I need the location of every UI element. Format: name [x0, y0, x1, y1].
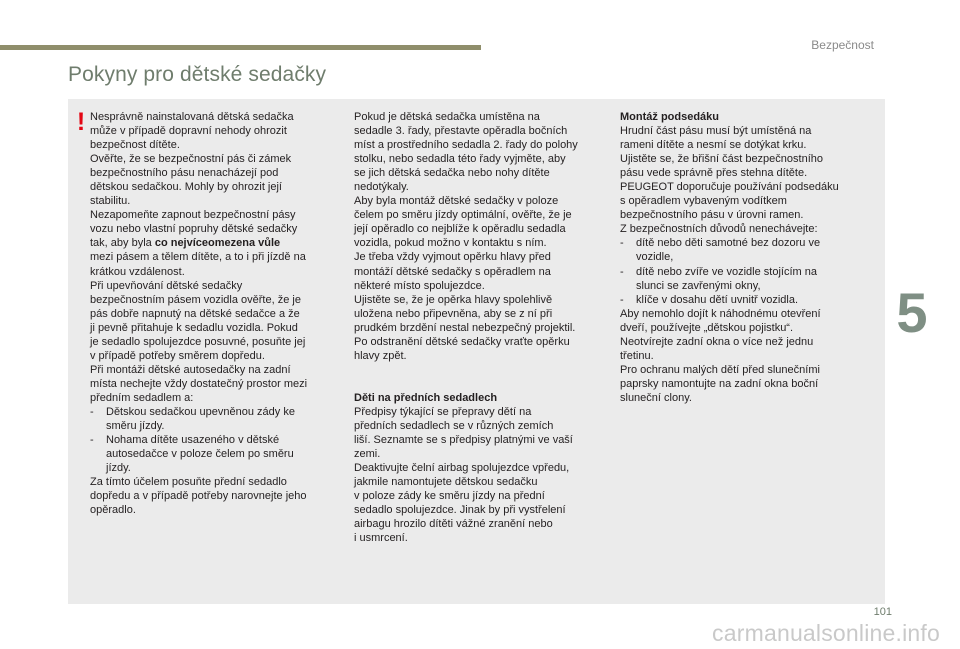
text-line: Deaktivujte čelní airbag spolujezdce vpředu,	[354, 462, 570, 475]
text-line: se jich dětská sedačka nebo nohy dítěte	[354, 167, 550, 180]
text-line: Nezapomeňte zapnout bezpečnostní pásy	[90, 209, 296, 222]
list-item	[620, 265, 864, 279]
text-line: krátkou vzdálenost.	[90, 265, 185, 278]
list-item-cont	[90, 419, 338, 433]
text-line: rameni dítěte a nesmí se dotýkat krku.	[620, 139, 807, 152]
column-right	[620, 110, 864, 405]
text-line: Ujistěte se, že je opěrka hlavy spolehlivě	[354, 293, 553, 306]
text-line	[90, 236, 338, 250]
list-item	[90, 405, 338, 419]
watermark: carmanualsonline.info	[712, 620, 940, 646]
text-line: místa nechejte vždy dostatečný prostor mezi	[90, 377, 308, 390]
text-line: Za tímto účelem posuňte přední sedadlo	[90, 476, 287, 489]
text-line: i usmrcení.	[354, 532, 408, 545]
list-item	[620, 236, 864, 250]
text-line: Při montáži dětské autosedačky na zadní	[90, 363, 291, 376]
list-dash: -	[620, 293, 624, 306]
section-heading	[620, 110, 864, 124]
list-dash: -	[90, 434, 94, 447]
warning-icon: !	[76, 108, 86, 136]
text-line: sedadlo spolujezdce. Jinak by při vystřelení	[354, 504, 566, 517]
text-line: PEUGEOT doporučuje používání podsedáku	[620, 181, 839, 194]
text-line: uložena nebo připevněna, aby se z ní při	[354, 307, 553, 320]
list-item-cont	[90, 447, 338, 461]
text-line: Aby byla montáž dětské sedačky v poloze	[354, 195, 559, 208]
text-line: sedadle 3. řady, přestavte opěradla bočních	[354, 125, 568, 138]
list-item-text: dítě nebo děti samotné bez dozoru ve	[636, 237, 821, 250]
text-line: třetinu.	[620, 349, 654, 362]
text-line: s opěradlem vybaveným vodítkem	[620, 195, 787, 208]
text-line: dopředu a v případě potřeby narovnejte jeho	[90, 490, 307, 503]
list-item-text: slunci se zavřenými okny,	[636, 279, 761, 292]
text-line: Nesprávně nainstalovaná dětská sedačka	[90, 111, 294, 123]
text-line: sluneční clony.	[620, 391, 692, 404]
text-line: čelem po směru jízdy optimální, ověřte, že je	[354, 209, 572, 222]
list-item-cont	[90, 461, 338, 475]
text-segment: tak, aby byla	[90, 237, 155, 250]
list-item-text: Nohama dítěte usazeného v dětské	[106, 434, 280, 447]
section-heading-text: Děti na předních sedadlech	[354, 391, 498, 404]
text-line: airbagu hrozilo dítěti vážné zranění nebo	[354, 518, 553, 531]
text-line: Neotvírejte zadní okna o více než jednu	[620, 335, 814, 348]
text-line: bezpečnostního pásu nenacházejí pod	[90, 167, 279, 180]
page-title: Pokyny pro dětské sedačky	[68, 63, 327, 86]
text-line: vozu nebo vlastní popruhy dětské sedačky	[90, 223, 298, 236]
text-line: Z bezpečnostních důvodů nenechávejte:	[620, 223, 818, 236]
text-line: prudkém brzdění nestal nebezpečný projektil.	[354, 321, 576, 334]
text-line: paprsky namontujte na zadní okna boční	[620, 377, 819, 390]
text-line: pás dobře napnutý na dětské sedačce a že	[90, 307, 300, 320]
section-heading-text: Montáž podsedáku	[620, 111, 720, 123]
list-item-cont	[620, 250, 864, 264]
text-line: stabilitu.	[90, 195, 131, 208]
list-item-text: směru jízdy.	[106, 420, 165, 433]
text-line: pásu vede správně přes stehna dítěte.	[620, 167, 808, 180]
text-line: liší. Seznamte se s předpisy platnými ve vaší	[354, 433, 573, 446]
text-line: opěradlo.	[90, 504, 136, 517]
text-line: Ujistěte se, že břišní část bezpečnostního	[620, 153, 823, 166]
list-item-text: autosedačce v poloze čelem po směru	[106, 448, 294, 461]
text-line: může v případě dopravní nehody ohrozit	[90, 125, 287, 138]
text-line: bezpečnost dítěte.	[90, 139, 180, 152]
column-warning	[90, 110, 338, 517]
text-line: Pro ochranu malých dětí před slunečními	[620, 363, 820, 376]
list-item-text: dítě nebo zvíře ve vozidle stojícím na	[636, 265, 817, 278]
emphasis-text: co nejvíceomezena vůle	[154, 237, 281, 250]
list-item-text: jízdy.	[106, 462, 131, 475]
list-dash: -	[620, 237, 624, 250]
list-item-text: Dětskou sedačkou upevněnou zády ke	[106, 405, 295, 418]
list-item	[90, 433, 338, 447]
column-middle	[354, 110, 600, 545]
text-line: Je třeba vždy vyjmout opěrku hlavy před	[354, 251, 551, 264]
text-line: hlavy zpět.	[354, 349, 407, 362]
list-dash: -	[620, 265, 624, 278]
text-line: bezpečnostním pásem vozidla ověřte, že je	[90, 293, 301, 306]
text-line: předním sedadlem a:	[90, 391, 194, 404]
text-line: míst a prostředního sedadla 2. řady do polohy	[354, 139, 578, 152]
text-line: v případě potřeby směrem dopředu.	[90, 349, 265, 362]
text-line: některé místo spolujezdce.	[354, 279, 485, 292]
text-line: dveří, používejte „dětskou pojistku“.	[620, 321, 794, 334]
text-line: její opěradlo co nejblíže k opěradlu sedadla	[354, 223, 566, 236]
list-item-cont	[620, 279, 864, 293]
list-item-text: klíče v dosahu dětí uvnitř vozidla.	[636, 293, 799, 306]
text-line: Ověřte, že se bezpečnostní pás či zámek	[90, 153, 292, 166]
list-item	[620, 293, 864, 307]
text-line: stolku, nebo sedadla této řady vyjměte, aby	[354, 153, 566, 166]
text-line: montáží dětské sedačky s opěradlem na	[354, 265, 551, 278]
text-line: bezpečnostního pásu v úrovni ramen.	[620, 209, 804, 222]
section-heading	[354, 391, 600, 405]
section-label: Bezpečnost	[811, 38, 874, 52]
text-line: Hrudní část pásu musí být umístěná na	[620, 125, 812, 138]
chapter-number: 5	[896, 281, 928, 344]
text-line: Při upevňování dětské sedačky	[90, 279, 243, 292]
text-line: Po odstranění dětské sedačky vraťte opěrku	[354, 335, 570, 348]
text-line: mezi pásem a tělem dítěte, a to i při jízdě na	[90, 251, 306, 264]
text-line: Předpisy týkající se přepravy dětí na	[354, 405, 532, 418]
page-number: 101	[873, 606, 892, 618]
text-line: vozidla, pokud možno v kontaktu s ním.	[354, 237, 547, 250]
text-line: zemi.	[354, 448, 381, 461]
text-line: Pokud je dětská sedačka umístěna na	[354, 111, 540, 123]
list-dash: -	[90, 405, 94, 418]
list-item-text: vozidle,	[636, 251, 674, 264]
text-line: ji pevně přitahuje k sedadlu vozidla. Pokud	[90, 321, 298, 334]
text-line: předních sedadlech se v různých zemích	[354, 419, 554, 432]
text-line: dětskou sedačkou. Mohly by ohrozit její	[90, 181, 282, 194]
text-line: jakmile namontujete dětskou sedačku	[354, 476, 538, 489]
text-line: Aby nemohlo dojít k náhodnému otevření	[620, 307, 821, 320]
header-accent-bar	[0, 45, 481, 50]
text-line: je sedadlo spolujezdce posuvné, posuňte jej	[90, 335, 306, 348]
text-line: nedotýkaly.	[354, 181, 409, 194]
text-line: v poloze zády ke směru jízdy na přední	[354, 490, 545, 503]
